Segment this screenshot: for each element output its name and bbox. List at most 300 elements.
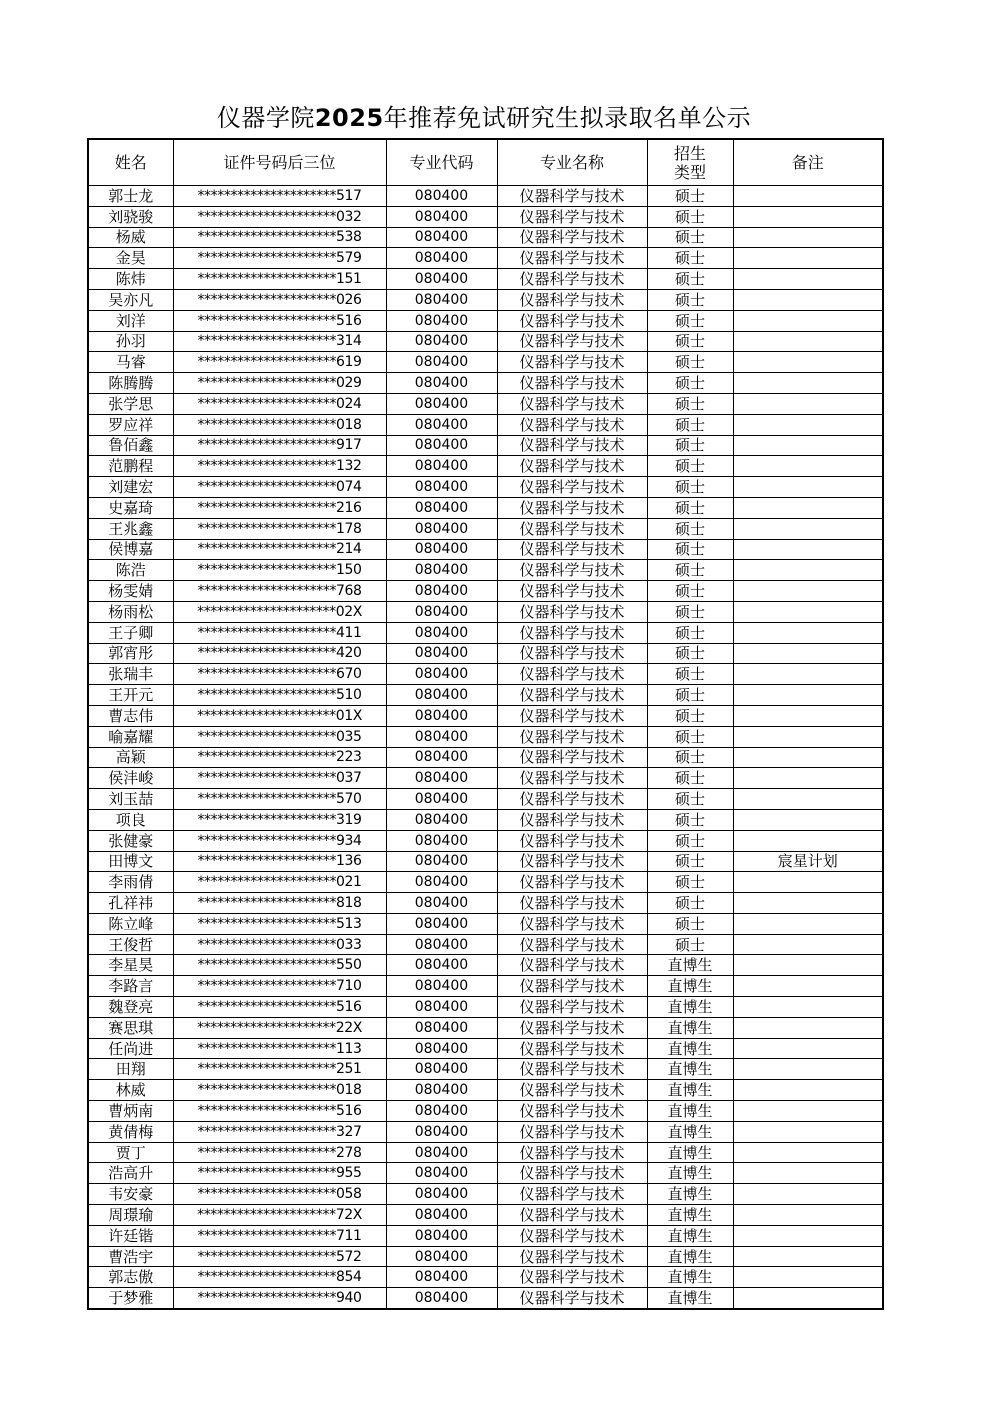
cell-major-code: 080400 bbox=[386, 893, 497, 914]
table-row bbox=[88, 1101, 883, 1122]
cell-id-suffix: *********************132 bbox=[173, 456, 386, 477]
cell-name: 许廷锴 bbox=[88, 1225, 173, 1246]
cell-major-name: 仪器科学与技术 bbox=[497, 1205, 647, 1226]
cell-major-code: 080400 bbox=[386, 310, 497, 331]
cell-enrollment-type: 硕士 bbox=[647, 934, 733, 955]
table-row bbox=[88, 976, 883, 997]
cell-name: 高颖 bbox=[88, 747, 173, 768]
table-row bbox=[88, 1246, 883, 1267]
cell-enrollment-type: 直博生 bbox=[647, 997, 733, 1018]
cell-major-name: 仪器科学与技术 bbox=[497, 206, 647, 227]
cell-major-code: 080400 bbox=[386, 186, 497, 207]
cell-major-name: 仪器科学与技术 bbox=[497, 1059, 647, 1080]
cell-enrollment-type: 硕士 bbox=[647, 248, 733, 269]
table-row bbox=[88, 789, 883, 810]
cell-id-suffix: *********************223 bbox=[173, 747, 386, 768]
table-row bbox=[88, 1205, 883, 1226]
cell-major-code: 080400 bbox=[386, 414, 497, 435]
cell-id-suffix: *********************420 bbox=[173, 643, 386, 664]
cell-major-name: 仪器科学与技术 bbox=[497, 789, 647, 810]
cell-major-code: 080400 bbox=[386, 747, 497, 768]
table-row bbox=[88, 560, 883, 581]
cell-major-code: 080400 bbox=[386, 726, 497, 747]
cell-major-name: 仪器科学与技术 bbox=[497, 310, 647, 331]
header-remark: 备注 bbox=[733, 139, 883, 186]
table-row bbox=[88, 809, 883, 830]
cell-major-code: 080400 bbox=[386, 435, 497, 456]
cell-name: 田博文 bbox=[88, 851, 173, 872]
cell-remark bbox=[733, 331, 883, 352]
cell-remark bbox=[733, 560, 883, 581]
cell-enrollment-type: 硕士 bbox=[647, 560, 733, 581]
table-row bbox=[88, 518, 883, 539]
cell-major-code: 080400 bbox=[386, 206, 497, 227]
cell-major-code: 080400 bbox=[386, 664, 497, 685]
cell-major-name: 仪器科学与技术 bbox=[497, 560, 647, 581]
cell-remark bbox=[733, 643, 883, 664]
cell-id-suffix: *********************029 bbox=[173, 373, 386, 394]
cell-major-code: 080400 bbox=[386, 1288, 497, 1309]
cell-enrollment-type: 硕士 bbox=[647, 789, 733, 810]
header-enrollment-type-line2: 类型 bbox=[673, 162, 706, 182]
cell-major-name: 仪器科学与技术 bbox=[497, 227, 647, 248]
table-row bbox=[88, 830, 883, 851]
cell-remark bbox=[733, 539, 883, 560]
cell-remark bbox=[733, 1246, 883, 1267]
cell-remark bbox=[733, 1059, 883, 1080]
cell-major-code: 080400 bbox=[386, 1121, 497, 1142]
table-row bbox=[88, 1184, 883, 1205]
table-row bbox=[88, 289, 883, 310]
cell-major-name: 仪器科学与技术 bbox=[497, 643, 647, 664]
cell-id-suffix: *********************934 bbox=[173, 830, 386, 851]
cell-id-suffix: *********************513 bbox=[173, 913, 386, 934]
cell-remark bbox=[733, 1288, 883, 1309]
cell-remark bbox=[733, 726, 883, 747]
cell-major-name: 仪器科学与技术 bbox=[497, 893, 647, 914]
cell-major-code: 080400 bbox=[386, 1163, 497, 1184]
cell-enrollment-type: 硕士 bbox=[647, 664, 733, 685]
cell-id-suffix: *********************22X bbox=[173, 1017, 386, 1038]
cell-major-name: 仪器科学与技术 bbox=[497, 331, 647, 352]
cell-major-code: 080400 bbox=[386, 851, 497, 872]
cell-major-name: 仪器科学与技术 bbox=[497, 1225, 647, 1246]
cell-name: 张学思 bbox=[88, 393, 173, 414]
cell-remark bbox=[733, 1142, 883, 1163]
table-row bbox=[88, 851, 883, 872]
cell-major-name: 仪器科学与技术 bbox=[497, 685, 647, 706]
cell-enrollment-type: 直博生 bbox=[647, 1080, 733, 1101]
cell-major-name: 仪器科学与技术 bbox=[497, 497, 647, 518]
cell-id-suffix: *********************917 bbox=[173, 435, 386, 456]
cell-major-name: 仪器科学与技术 bbox=[497, 872, 647, 893]
cell-enrollment-type: 硕士 bbox=[647, 601, 733, 622]
cell-name: 李雨倩 bbox=[88, 872, 173, 893]
cell-major-code: 080400 bbox=[386, 560, 497, 581]
cell-name: 金昊 bbox=[88, 248, 173, 269]
cell-remark bbox=[733, 1101, 883, 1122]
cell-major-name: 仪器科学与技术 bbox=[497, 248, 647, 269]
cell-remark bbox=[733, 705, 883, 726]
header-enrollment-type-line1: 招生 bbox=[673, 143, 706, 163]
cell-major-code: 080400 bbox=[386, 705, 497, 726]
cell-id-suffix: *********************670 bbox=[173, 664, 386, 685]
cell-remark bbox=[733, 830, 883, 851]
cell-major-name: 仪器科学与技术 bbox=[497, 352, 647, 373]
cell-major-name: 仪器科学与技术 bbox=[497, 186, 647, 207]
cell-id-suffix: *********************854 bbox=[173, 1267, 386, 1288]
cell-enrollment-type: 硕士 bbox=[647, 477, 733, 498]
cell-major-code: 080400 bbox=[386, 393, 497, 414]
cell-name: 王子卿 bbox=[88, 622, 173, 643]
cell-remark bbox=[733, 1080, 883, 1101]
cell-major-code: 080400 bbox=[386, 1101, 497, 1122]
cell-id-suffix: *********************032 bbox=[173, 206, 386, 227]
cell-remark bbox=[733, 1225, 883, 1246]
cell-enrollment-type: 直博生 bbox=[647, 1142, 733, 1163]
cell-major-name: 仪器科学与技术 bbox=[497, 705, 647, 726]
cell-id-suffix: *********************955 bbox=[173, 1163, 386, 1184]
cell-remark bbox=[733, 310, 883, 331]
cell-enrollment-type: 硕士 bbox=[647, 705, 733, 726]
cell-name: 周璟瑜 bbox=[88, 1205, 173, 1226]
cell-remark bbox=[733, 518, 883, 539]
cell-name: 马睿 bbox=[88, 352, 173, 373]
cell-id-suffix: *********************516 bbox=[173, 1101, 386, 1122]
header-name: 姓名 bbox=[88, 139, 173, 186]
cell-remark bbox=[733, 477, 883, 498]
table-row bbox=[88, 1163, 883, 1184]
cell-enrollment-type: 硕士 bbox=[647, 393, 733, 414]
cell-remark bbox=[733, 913, 883, 934]
cell-id-suffix: *********************516 bbox=[173, 310, 386, 331]
cell-name: 喻嘉耀 bbox=[88, 726, 173, 747]
cell-major-name: 仪器科学与技术 bbox=[497, 747, 647, 768]
cell-id-suffix: *********************018 bbox=[173, 414, 386, 435]
cell-remark bbox=[733, 1121, 883, 1142]
cell-major-code: 080400 bbox=[386, 1184, 497, 1205]
cell-name: 罗应祥 bbox=[88, 414, 173, 435]
cell-enrollment-type: 直博生 bbox=[647, 1017, 733, 1038]
cell-major-name: 仪器科学与技术 bbox=[497, 1017, 647, 1038]
cell-major-code: 080400 bbox=[386, 1246, 497, 1267]
page-title bbox=[86, 100, 882, 136]
cell-name: 鲁佰鑫 bbox=[88, 435, 173, 456]
cell-enrollment-type: 直博生 bbox=[647, 1225, 733, 1246]
cell-id-suffix: *********************035 bbox=[173, 726, 386, 747]
cell-major-code: 080400 bbox=[386, 477, 497, 498]
cell-remark bbox=[733, 789, 883, 810]
cell-enrollment-type: 直博生 bbox=[647, 1246, 733, 1267]
cell-major-code: 080400 bbox=[386, 643, 497, 664]
table-row bbox=[88, 747, 883, 768]
page-title-suffix: 年推荐免试研究生拟录取名单公示 bbox=[383, 104, 752, 132]
cell-enrollment-type: 直博生 bbox=[647, 1121, 733, 1142]
cell-name: 韦安豪 bbox=[88, 1184, 173, 1205]
cell-major-name: 仪器科学与技术 bbox=[497, 955, 647, 976]
cell-major-code: 080400 bbox=[386, 1205, 497, 1226]
header-id-suffix: 证件号码后三位 bbox=[173, 139, 386, 186]
cell-major-code: 080400 bbox=[386, 581, 497, 602]
cell-name: 陈立峰 bbox=[88, 913, 173, 934]
cell-id-suffix: *********************768 bbox=[173, 581, 386, 602]
cell-name: 张健豪 bbox=[88, 830, 173, 851]
table-row bbox=[88, 269, 883, 290]
cell-name: 贾丁 bbox=[88, 1142, 173, 1163]
table-row bbox=[88, 456, 883, 477]
cell-enrollment-type: 直博生 bbox=[647, 1163, 733, 1184]
cell-major-name: 仪器科学与技术 bbox=[497, 976, 647, 997]
cell-enrollment-type: 直博生 bbox=[647, 1101, 733, 1122]
cell-remark bbox=[733, 622, 883, 643]
cell-enrollment-type: 硕士 bbox=[647, 373, 733, 394]
cell-remark bbox=[733, 227, 883, 248]
cell-name: 杨雨松 bbox=[88, 601, 173, 622]
cell-major-name: 仪器科学与技术 bbox=[497, 601, 647, 622]
cell-name: 陈炜 bbox=[88, 269, 173, 290]
table-row bbox=[88, 685, 883, 706]
cell-id-suffix: *********************550 bbox=[173, 955, 386, 976]
cell-name: 王俊哲 bbox=[88, 934, 173, 955]
cell-id-suffix: *********************251 bbox=[173, 1059, 386, 1080]
cell-remark bbox=[733, 893, 883, 914]
cell-enrollment-type: 硕士 bbox=[647, 913, 733, 934]
cell-remark bbox=[733, 1038, 883, 1059]
cell-id-suffix: *********************01X bbox=[173, 705, 386, 726]
cell-major-name: 仪器科学与技术 bbox=[497, 851, 647, 872]
header-major-code: 专业代码 bbox=[386, 139, 497, 186]
cell-name: 张瑞丰 bbox=[88, 664, 173, 685]
cell-name: 陈浩 bbox=[88, 560, 173, 581]
cell-id-suffix: *********************278 bbox=[173, 1142, 386, 1163]
cell-enrollment-type: 硕士 bbox=[647, 289, 733, 310]
cell-id-suffix: *********************818 bbox=[173, 893, 386, 914]
cell-major-code: 080400 bbox=[386, 622, 497, 643]
table-row bbox=[88, 1059, 883, 1080]
table-row bbox=[88, 997, 883, 1018]
cell-major-code: 080400 bbox=[386, 1059, 497, 1080]
cell-enrollment-type: 硕士 bbox=[647, 685, 733, 706]
cell-major-code: 080400 bbox=[386, 352, 497, 373]
table-row bbox=[88, 186, 883, 207]
cell-major-name: 仪器科学与技术 bbox=[497, 1142, 647, 1163]
cell-id-suffix: *********************150 bbox=[173, 560, 386, 581]
table-row bbox=[88, 913, 883, 934]
cell-enrollment-type: 硕士 bbox=[647, 435, 733, 456]
cell-id-suffix: *********************018 bbox=[173, 1080, 386, 1101]
cell-major-code: 080400 bbox=[386, 997, 497, 1018]
cell-major-name: 仪器科学与技术 bbox=[497, 726, 647, 747]
cell-major-code: 080400 bbox=[386, 768, 497, 789]
cell-name: 赛思琪 bbox=[88, 1017, 173, 1038]
cell-remark bbox=[733, 747, 883, 768]
cell-enrollment-type: 硕士 bbox=[647, 893, 733, 914]
cell-major-name: 仪器科学与技术 bbox=[497, 456, 647, 477]
table-row bbox=[88, 934, 883, 955]
cell-major-code: 080400 bbox=[386, 913, 497, 934]
cell-major-code: 080400 bbox=[386, 1225, 497, 1246]
cell-remark bbox=[733, 248, 883, 269]
cell-remark bbox=[733, 1184, 883, 1205]
table-row bbox=[88, 1038, 883, 1059]
cell-enrollment-type: 硕士 bbox=[647, 581, 733, 602]
cell-id-suffix: *********************538 bbox=[173, 227, 386, 248]
table-row bbox=[88, 601, 883, 622]
cell-name: 项良 bbox=[88, 809, 173, 830]
cell-id-suffix: *********************074 bbox=[173, 477, 386, 498]
cell-remark bbox=[733, 289, 883, 310]
table-row bbox=[88, 331, 883, 352]
cell-name: 林威 bbox=[88, 1080, 173, 1101]
table-row bbox=[88, 539, 883, 560]
cell-remark bbox=[733, 976, 883, 997]
cell-name: 郭宵彤 bbox=[88, 643, 173, 664]
cell-enrollment-type: 硕士 bbox=[647, 539, 733, 560]
cell-name: 陈腾腾 bbox=[88, 373, 173, 394]
cell-major-code: 080400 bbox=[386, 789, 497, 810]
cell-major-name: 仪器科学与技术 bbox=[497, 768, 647, 789]
cell-id-suffix: *********************572 bbox=[173, 1246, 386, 1267]
cell-name: 黄倩梅 bbox=[88, 1121, 173, 1142]
cell-enrollment-type: 硕士 bbox=[647, 518, 733, 539]
cell-id-suffix: *********************516 bbox=[173, 997, 386, 1018]
cell-name: 史嘉琦 bbox=[88, 497, 173, 518]
cell-major-name: 仪器科学与技术 bbox=[497, 1121, 647, 1142]
cell-enrollment-type: 硕士 bbox=[647, 331, 733, 352]
table-row bbox=[88, 477, 883, 498]
cell-major-name: 仪器科学与技术 bbox=[497, 830, 647, 851]
cell-major-code: 080400 bbox=[386, 1142, 497, 1163]
cell-name: 范鹏程 bbox=[88, 456, 173, 477]
cell-enrollment-type: 硕士 bbox=[647, 414, 733, 435]
cell-enrollment-type: 硕士 bbox=[647, 186, 733, 207]
table-row bbox=[88, 248, 883, 269]
cell-enrollment-type: 硕士 bbox=[647, 206, 733, 227]
cell-major-code: 080400 bbox=[386, 601, 497, 622]
cell-remark bbox=[733, 1205, 883, 1226]
table-row bbox=[88, 1121, 883, 1142]
cell-id-suffix: *********************517 bbox=[173, 186, 386, 207]
cell-major-code: 080400 bbox=[386, 248, 497, 269]
cell-enrollment-type: 硕士 bbox=[647, 851, 733, 872]
cell-major-code: 080400 bbox=[386, 976, 497, 997]
cell-id-suffix: *********************113 bbox=[173, 1038, 386, 1059]
cell-id-suffix: *********************214 bbox=[173, 539, 386, 560]
cell-major-name: 仪器科学与技术 bbox=[497, 269, 647, 290]
table-row bbox=[88, 227, 883, 248]
table-row bbox=[88, 622, 883, 643]
cell-remark bbox=[733, 581, 883, 602]
table-row bbox=[88, 1142, 883, 1163]
cell-id-suffix: *********************021 bbox=[173, 872, 386, 893]
cell-id-suffix: *********************72X bbox=[173, 1205, 386, 1226]
cell-major-code: 080400 bbox=[386, 1267, 497, 1288]
cell-major-name: 仪器科学与技术 bbox=[497, 435, 647, 456]
cell-major-code: 080400 bbox=[386, 809, 497, 830]
cell-name: 曹志伟 bbox=[88, 705, 173, 726]
cell-enrollment-type: 直博生 bbox=[647, 1288, 733, 1309]
cell-id-suffix: *********************136 bbox=[173, 851, 386, 872]
cell-major-name: 仪器科学与技术 bbox=[497, 518, 647, 539]
cell-major-code: 080400 bbox=[386, 456, 497, 477]
table-row bbox=[88, 664, 883, 685]
cell-enrollment-type: 硕士 bbox=[647, 643, 733, 664]
cell-remark bbox=[733, 601, 883, 622]
table-header-row bbox=[88, 139, 883, 186]
header-enrollment-type bbox=[647, 139, 733, 186]
cell-major-name: 仪器科学与技术 bbox=[497, 393, 647, 414]
cell-major-name: 仪器科学与技术 bbox=[497, 1184, 647, 1205]
cell-name: 田翔 bbox=[88, 1059, 173, 1080]
cell-name: 曹炳南 bbox=[88, 1101, 173, 1122]
cell-enrollment-type: 直博生 bbox=[647, 976, 733, 997]
cell-major-name: 仪器科学与技术 bbox=[497, 1038, 647, 1059]
cell-remark bbox=[733, 997, 883, 1018]
cell-major-name: 仪器科学与技术 bbox=[497, 913, 647, 934]
cell-major-code: 080400 bbox=[386, 955, 497, 976]
cell-enrollment-type: 直博生 bbox=[647, 1267, 733, 1288]
cell-major-name: 仪器科学与技术 bbox=[497, 289, 647, 310]
cell-major-name: 仪器科学与技术 bbox=[497, 809, 647, 830]
table-row bbox=[88, 373, 883, 394]
cell-major-name: 仪器科学与技术 bbox=[497, 581, 647, 602]
cell-name: 李路言 bbox=[88, 976, 173, 997]
cell-remark bbox=[733, 352, 883, 373]
cell-enrollment-type: 硕士 bbox=[647, 768, 733, 789]
cell-major-code: 080400 bbox=[386, 373, 497, 394]
cell-name: 李星昊 bbox=[88, 955, 173, 976]
cell-major-code: 080400 bbox=[386, 518, 497, 539]
cell-enrollment-type: 硕士 bbox=[647, 269, 733, 290]
cell-major-name: 仪器科学与技术 bbox=[497, 539, 647, 560]
cell-remark bbox=[733, 1163, 883, 1184]
cell-remark bbox=[733, 955, 883, 976]
cell-enrollment-type: 硕士 bbox=[647, 227, 733, 248]
cell-id-suffix: *********************319 bbox=[173, 809, 386, 830]
table-row bbox=[88, 893, 883, 914]
page-title-year: 2025 bbox=[314, 104, 384, 132]
cell-name: 王开元 bbox=[88, 685, 173, 706]
table-row bbox=[88, 955, 883, 976]
cell-remark bbox=[733, 393, 883, 414]
table-body bbox=[88, 186, 883, 1310]
cell-name: 吴亦凡 bbox=[88, 289, 173, 310]
cell-name: 刘洋 bbox=[88, 310, 173, 331]
cell-major-name: 仪器科学与技术 bbox=[497, 1080, 647, 1101]
cell-remark bbox=[733, 435, 883, 456]
cell-name: 刘建宏 bbox=[88, 477, 173, 498]
table-row bbox=[88, 726, 883, 747]
cell-name: 浩高升 bbox=[88, 1163, 173, 1184]
cell-major-code: 080400 bbox=[386, 331, 497, 352]
cell-id-suffix: *********************151 bbox=[173, 269, 386, 290]
cell-name: 曹浩宇 bbox=[88, 1246, 173, 1267]
cell-name: 孔祥祎 bbox=[88, 893, 173, 914]
cell-name: 侯博嘉 bbox=[88, 539, 173, 560]
cell-remark bbox=[733, 1017, 883, 1038]
cell-id-suffix: *********************02X bbox=[173, 601, 386, 622]
cell-id-suffix: *********************314 bbox=[173, 331, 386, 352]
cell-major-name: 仪器科学与技术 bbox=[497, 622, 647, 643]
cell-major-code: 080400 bbox=[386, 269, 497, 290]
cell-id-suffix: *********************037 bbox=[173, 768, 386, 789]
cell-major-name: 仪器科学与技术 bbox=[497, 1101, 647, 1122]
table-row bbox=[88, 310, 883, 331]
cell-remark bbox=[733, 414, 883, 435]
cell-major-code: 080400 bbox=[386, 289, 497, 310]
table-row bbox=[88, 414, 883, 435]
table-row bbox=[88, 872, 883, 893]
